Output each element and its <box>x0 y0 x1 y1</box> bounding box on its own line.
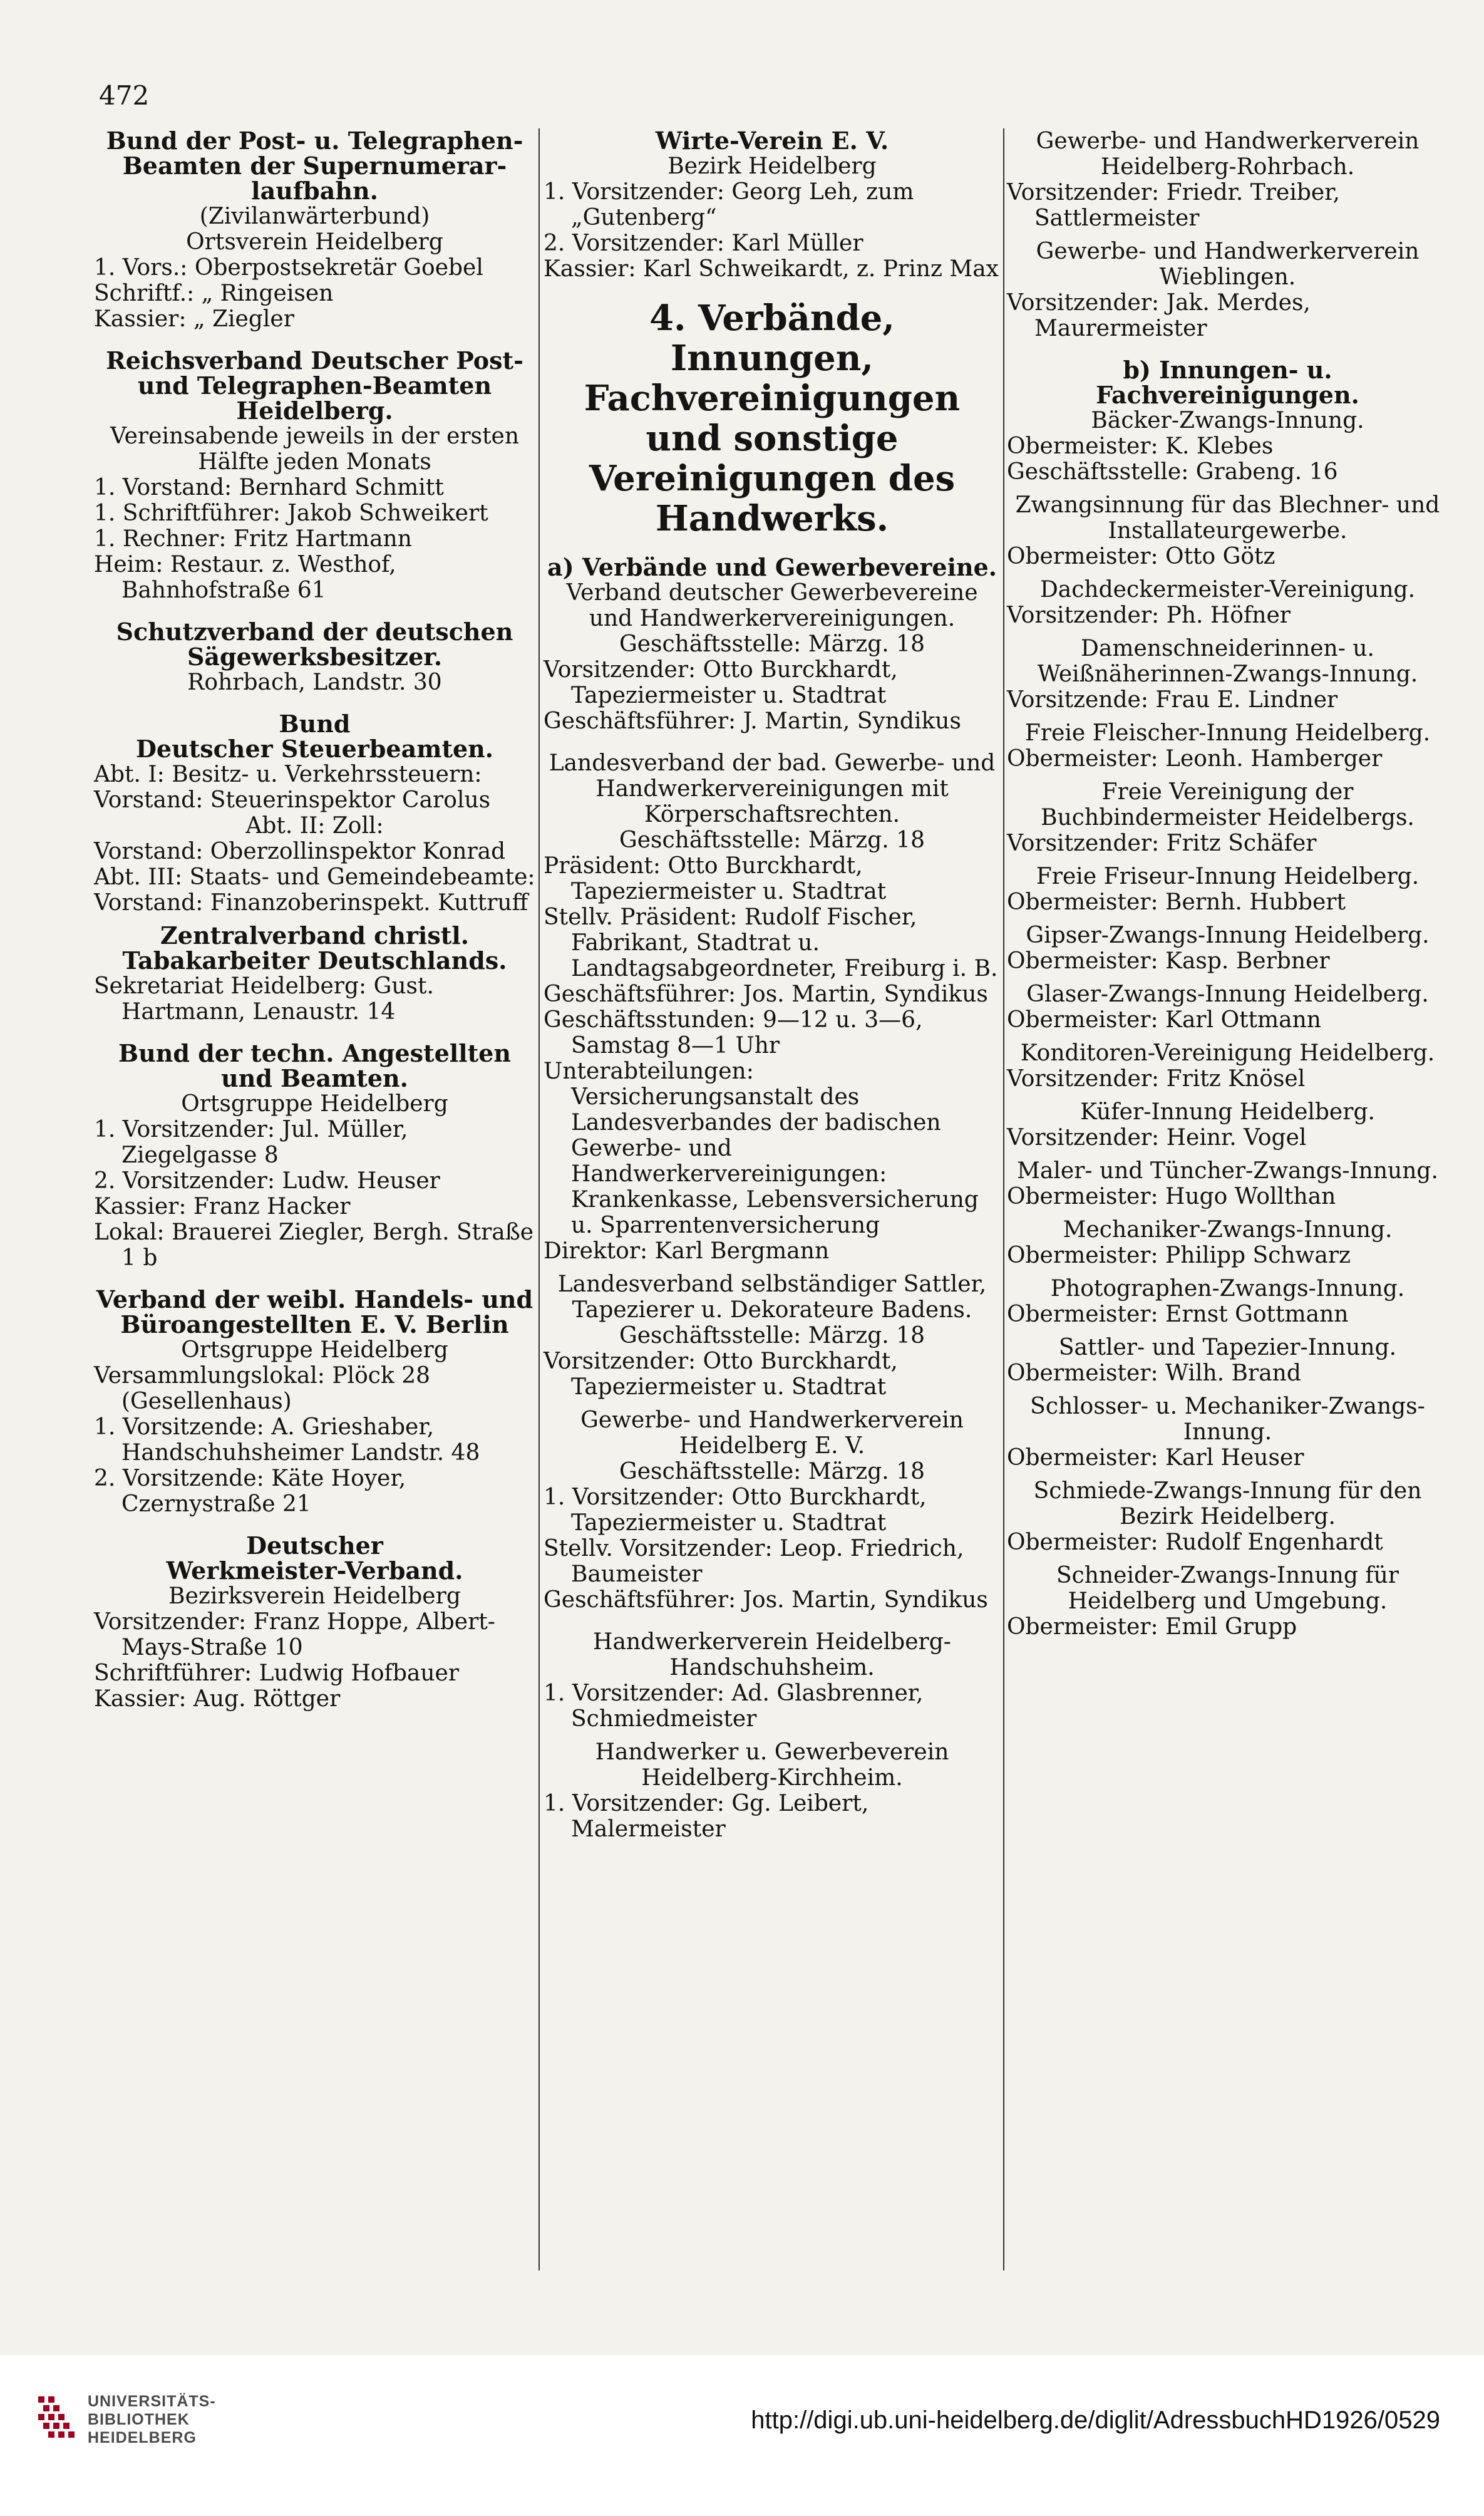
entry-line: Lokal: Brauerei Ziegler, Bergh. Straße 1 b <box>94 1219 534 1271</box>
entry-line: 1. Vorsitzender: Gg. Leibert, Malermeister <box>544 1791 869 1842</box>
entry-line: Kassier: Franz Hacker <box>94 1194 351 1219</box>
entry-line: Vorsitzender: Fritz Knösel <box>1007 1066 1306 1092</box>
page-number: 472 <box>99 80 150 111</box>
entry-line: Landesverband selbständiger Sattler, Tapezierer u. Dekorateure Badens. <box>557 1271 987 1323</box>
entry-line: Direktor: Karl Bergmann <box>544 1238 830 1264</box>
entry-line: Vorstand: Steuerinspektor Carolus <box>94 787 491 813</box>
entry-line: Mechaniker-Zwangs-Innung. <box>1063 1217 1393 1243</box>
entry-line: Freie Vereinigung der Buchbindermeister Heidelbergs. <box>1041 779 1414 831</box>
entry-line: Bezirk Heidelberg <box>667 153 877 179</box>
entry-heading: laufbahn. <box>251 177 378 205</box>
entry-line: Kassier: Aug. Röttger <box>94 1686 341 1712</box>
entry-line: Obermeister: K. Klebes <box>1007 433 1274 459</box>
entry-line: Verband deutscher Gewerbevereine und Handwerkervereinigungen. <box>566 580 978 631</box>
entry-line: Sekretariat Heidelberg: Gust. Hartmann, Lenaustr. 14 <box>94 973 434 1025</box>
entry-line: Schneider-Zwangs-Innung für Heidelberg und Umgebung. <box>1056 1563 1399 1614</box>
entry-heading: Beamten der Supernumerar- <box>122 152 507 180</box>
entry-line: 1. Vorstand: Bernhard Schmitt <box>94 475 444 500</box>
entry-line: Vorstand: Oberzollinspektor Konrad <box>94 839 506 864</box>
entry-line: 1. Schriftführer: Jakob Schweikert <box>94 500 488 526</box>
column-middle <box>544 128 1001 1842</box>
entry-line: Landesverband der bad. Gewerbe- und Handwerkervereinigungen mit Körperschaftsrechten. <box>549 750 996 827</box>
entry-line: Geschäftsstelle: Märzg. 18 <box>619 1459 925 1484</box>
entry-line: 1. Rechner: Fritz Hartmann <box>94 526 412 552</box>
entry-line: Obermeister: Leonh. Hamberger <box>1007 746 1383 772</box>
entry-line: Obermeister: Kasp. Berbner <box>1007 948 1330 974</box>
entry-line: Bäcker-Zwangs-Innung. <box>1091 408 1364 433</box>
entry-line: Kassier: „ Ziegler <box>94 306 294 332</box>
library-logo-text <box>88 2393 216 2447</box>
entry-line: Vorsitzende: Frau E. Lindner <box>1007 687 1338 713</box>
column-divider <box>538 128 540 2270</box>
entry-line: 1. Vorsitzender: Georg Leh, zum „Gutenberg“ <box>544 179 914 230</box>
entry-line: Geschäftsstelle: Märzg. 18 <box>619 631 925 657</box>
entry-line: Unterabteilungen: Versicherungsanstalt des Landesverbandes der badischen Gewerbe- und Handwerkervereinigungen: Krankenkasse, Lebensversicherung u. Sparrentenversicherung <box>544 1059 979 1238</box>
entry-line: Stellv. Vorsitzender: Leop. Friedrich, Baumeister <box>544 1536 964 1587</box>
entry-line: Vorsitzender: Ph. Höfner <box>1007 603 1291 628</box>
entry-line: Zwangsinnung für das Blechner- und Installateurgewerbe. <box>1015 492 1440 544</box>
entry-line: (Zivilanwärterbund) <box>199 204 430 229</box>
entry-heading: Deutscher <box>246 1531 383 1560</box>
column-divider <box>1003 128 1004 2270</box>
entry-line: Vorsitzender: Fritz Schäfer <box>1007 831 1317 856</box>
entry-line: Abt. I: Besitz- u. Verkehrssteuern: <box>94 762 482 787</box>
entry-heading: 4. Verbände, Innungen, Fachvereinigungen und sonstige Vereinigungen des Handwerks. <box>584 298 961 539</box>
entry-heading: Schutzverband der deutschen Sägewerksbesitzer. <box>116 618 513 671</box>
entry-line: 1. Vorsitzender: Jul. Müller, Ziegelgasse 8 <box>94 1117 408 1168</box>
entry-line: Heim: Restaur. z. Westhof, Bahnhofstraße 61 <box>94 552 396 603</box>
entry-line: Obermeister: Rudolf Engenhardt <box>1007 1530 1383 1555</box>
entry-heading: Deutscher Steuerbeamten. <box>135 735 494 763</box>
entry-line: Vorsitzender: Franz Hoppe, Albert-Mays-Straße 10 <box>94 1609 495 1660</box>
entry-line: Obermeister: Karl Heuser <box>1007 1445 1304 1471</box>
entry-line: Geschäftsführer: J. Martin, Syndikus <box>544 708 961 734</box>
entry-line: Vorsitzender: Otto Burckhardt, Tapeziermeister u. Stadtrat <box>544 1349 898 1400</box>
university-library-logo-icon <box>34 2393 85 2443</box>
entry-heading: Verband der weibl. Handels- und Büroangestellten E. V. Berlin <box>96 1285 533 1338</box>
entry-line: Kassier: Karl Schweikardt, z. Prinz Max <box>544 256 999 282</box>
entry-line: 1. Vorsitzender: Ad. Glasbrenner, Schmiedmeister <box>544 1680 924 1732</box>
entry-line: Vorsitzender: Otto Burckhardt, Tapeziermeister u. Stadtrat <box>544 657 898 708</box>
entry-line: Freie Friseur-Innung Heidelberg. <box>1036 864 1420 889</box>
entry-line: Geschäftsstelle: Märzg. 18 <box>619 1323 925 1349</box>
entry-line: Bezirksverein Heidelberg <box>168 1583 461 1609</box>
entry-line: Damenschneiderinnen- u. Weißnäherinnen-Zwangs-Innung. <box>1037 636 1418 687</box>
entry-line: Sattler- und Tapezier-Innung. <box>1058 1335 1397 1360</box>
entry-heading: Bund der techn. Angestellten und Beamten. <box>118 1039 511 1092</box>
entry-heading: Wirte-Verein E. V. <box>655 127 889 155</box>
entry-line: Obermeister: Karl Ottmann <box>1007 1007 1321 1033</box>
entry-line: Vorsitzender: Jak. Merdes, Maurermeister <box>1007 290 1311 341</box>
entry-line: Präsident: Otto Burckhardt, Tapeziermeister u. Stadtrat <box>544 853 887 904</box>
entry-line: 2. Vorsitzende: Käte Hoyer, Czernystraße 21 <box>94 1466 406 1517</box>
viewer-footer <box>0 2355 1484 2516</box>
entry-line: Geschäftsstunden: 9—12 u. 3—6, Samstag 8—1 Uhr <box>544 1007 923 1059</box>
entry-heading: b) Innungen- u. Fachvereinigungen. <box>1096 356 1359 409</box>
logo-line: HEIDELBERG <box>88 2429 197 2446</box>
entry-line: Abt. III: Staats- und Gemeindebeamte: <box>94 864 535 890</box>
entry-line: Schlosser- u. Mechaniker-Zwangs-Innung. <box>1030 1394 1425 1445</box>
entry-heading: Reichsverband Deutscher Post- und Telegraphen-Beamten Heidelberg. <box>106 346 523 425</box>
entry-line: Gipser-Zwangs-Innung Heidelberg. <box>1026 923 1430 948</box>
entry-heading: Werkmeister-Verband. <box>166 1556 463 1585</box>
entry-line: Küfer-Innung Heidelberg. <box>1080 1099 1375 1125</box>
entry-line: Ortsgruppe Heidelberg <box>181 1091 448 1117</box>
entry-line: Gewerbe- und Handwerkerverein Heidelberg E. V. <box>580 1407 964 1459</box>
entry-line: Obermeister: Otto Götz <box>1007 544 1275 569</box>
entry-heading: Zentralverband christl. Tabakarbeiter Deutschlands. <box>122 921 507 975</box>
entry-line: Obermeister: Bernh. Hubbert <box>1007 889 1346 915</box>
entry-line: Obermeister: Hugo Wollthan <box>1007 1184 1336 1209</box>
entry-line: Geschäftsführer: Jos. Martin, Syndikus <box>544 1587 988 1613</box>
logo-line: UNIVERSITÄTS- <box>88 2393 216 2410</box>
entry-line: Rohrbach, Landstr. 30 <box>187 670 442 695</box>
entry-line: Vorsitzender: Heinr. Vogel <box>1007 1125 1307 1151</box>
entry-line: Obermeister: Wilh. Brand <box>1007 1360 1301 1386</box>
entry-line: Abt. II: Zoll: <box>245 813 384 839</box>
column-right <box>1007 128 1448 1640</box>
entry-line: Geschäftsstelle: Grabeng. 16 <box>1007 459 1338 485</box>
entry-line: 2. Vorsitzender: Ludw. Heuser <box>94 1168 440 1194</box>
entry-line: Dachdeckermeister-Vereinigung. <box>1039 577 1416 603</box>
permalink-url[interactable]: http://digi.ub.uni-heidelberg.de/diglit/AdressbuchHD1926/0529 <box>751 2406 1440 2434</box>
entry-line: Obermeister: Emil Grupp <box>1007 1614 1297 1640</box>
entry-line: Stellv. Präsident: Rudolf Fischer, Fabrikant, Stadtrat u. Landtagsabgeordneter, Freiburg i. B. <box>544 904 998 981</box>
entry-line: Schmiede-Zwangs-Innung für den Bezirk Heidelberg. <box>1033 1478 1422 1530</box>
entry-line: Schriftf.: „ Ringeisen <box>94 281 334 306</box>
entry-line: Versammlungslokal: Plöck 28 (Gesellenhaus) <box>94 1363 431 1414</box>
entry-line: Obermeister: Ernst Gottmann <box>1007 1302 1349 1327</box>
entry-line: 1. Vorsitzender: Otto Burckhardt, Tapeziermeister u. Stadtrat <box>544 1484 927 1536</box>
entry-heading: Bund der Post- u. Telegraphen- <box>106 127 523 155</box>
entry-heading: Bund <box>279 710 351 738</box>
entry-line: Freie Fleischer-Innung Heidelberg. <box>1024 720 1431 746</box>
entry-heading: a) Verbände und Gewerbevereine. <box>547 553 997 581</box>
entry-line: Ortsgruppe Heidelberg <box>181 1337 448 1363</box>
entry-line: 2. Vorsitzender: Karl Müller <box>544 230 863 256</box>
entry-line: Geschäftsführer: Jos. Martin, Syndikus <box>544 981 988 1007</box>
entry-line: Gewerbe- und Handwerkerverein Wieblingen. <box>1036 239 1420 290</box>
entry-line: 1. Vorsitzende: A. Grieshaber, Handschuhsheimer Landstr. 48 <box>94 1414 480 1466</box>
entry-line: Vereinsabende jeweils in der ersten Hälfte jeden Monats <box>110 423 520 475</box>
entry-line: Obermeister: Philipp Schwarz <box>1007 1243 1351 1268</box>
entry-line: Schriftführer: Ludwig Hofbauer <box>94 1660 460 1686</box>
column-left <box>94 128 535 1712</box>
entry-line: Konditoren-Vereinigung Heidelberg. <box>1020 1040 1435 1066</box>
entry-line: 1. Vors.: Oberpostsekretär Goebel <box>94 255 483 281</box>
entry-line: Geschäftsstelle: Märzg. 18 <box>619 827 925 853</box>
entry-line: Vorsitzender: Friedr. Treiber, Sattlermeister <box>1007 180 1340 231</box>
entry-line: Glaser-Zwangs-Innung Heidelberg. <box>1026 981 1429 1007</box>
entry-line: Handwerker u. Gewerbeverein Heidelberg-Kirchheim. <box>595 1739 949 1791</box>
entry-line: Photographen-Zwangs-Innung. <box>1050 1276 1405 1302</box>
entry-line: Maler- und Tüncher-Zwangs-Innung. <box>1017 1158 1438 1184</box>
logo-line: BIBLIOTHEK <box>88 2411 190 2428</box>
entry-line: Gewerbe- und Handwerkerverein Heidelberg-Rohrbach. <box>1036 128 1420 180</box>
entry-line: Ortsverein Heidelberg <box>186 229 443 255</box>
entry-line: Handwerkerverein Heidelberg-Handschuhsheim. <box>593 1629 951 1680</box>
entry-line: Vorstand: Finanzoberinspekt. Kuttruff <box>94 890 528 916</box>
